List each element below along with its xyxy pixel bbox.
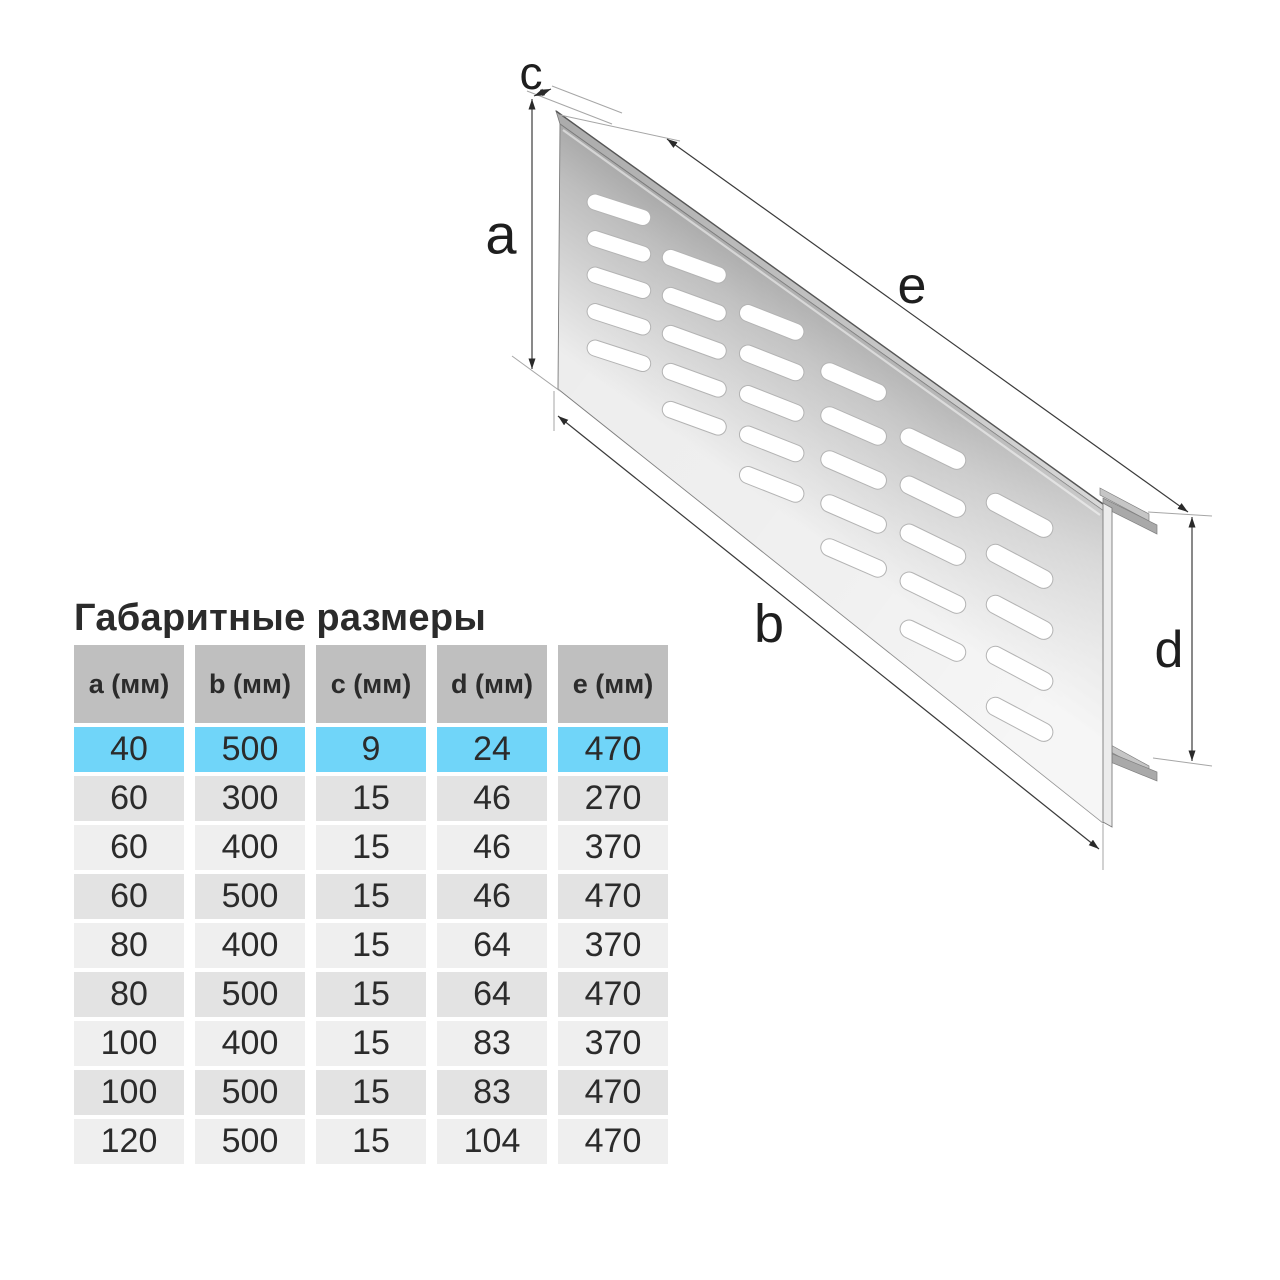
table-cell: 15	[316, 825, 426, 870]
header-cell: c (мм)	[316, 645, 426, 723]
dimensions-table	[74, 645, 668, 1164]
table-cell: 15	[316, 874, 426, 919]
dim-label-d: d	[1154, 621, 1184, 679]
table-cell: 64	[437, 923, 547, 968]
table-cell: 120	[74, 1119, 184, 1164]
table-cell: 15	[316, 1070, 426, 1115]
section-title: Габаритные размеры	[74, 597, 487, 640]
table-cell: 40	[74, 727, 184, 772]
table-cell: 270	[558, 776, 668, 821]
header-cell: e (мм)	[558, 645, 668, 723]
table-cell: 15	[316, 972, 426, 1017]
table-cell: 24	[437, 727, 547, 772]
table-cell: 370	[558, 825, 668, 870]
table-cell: 15	[316, 923, 426, 968]
table-cell: 104	[437, 1119, 547, 1164]
table-cell: 15	[316, 1021, 426, 1066]
table-cell: 400	[195, 923, 305, 968]
table-cell: 80	[74, 923, 184, 968]
table-cell: 15	[316, 1119, 426, 1164]
table-cell: 500	[195, 727, 305, 772]
table-cell: 60	[74, 874, 184, 919]
dim-label-b: b	[753, 594, 785, 654]
table-cell: 370	[558, 923, 668, 968]
dim-label-e: e	[897, 257, 927, 315]
header-cell: d (мм)	[437, 645, 547, 723]
dim-label-a: a	[485, 202, 517, 266]
table-cell: 470	[558, 972, 668, 1017]
table-cell: 64	[437, 972, 547, 1017]
table-cell: 9	[316, 727, 426, 772]
table-cell: 500	[195, 972, 305, 1017]
table-cell: 400	[195, 825, 305, 870]
header-cell: a (мм)	[74, 645, 184, 723]
table-cell: 370	[558, 1021, 668, 1066]
table-cell: 83	[437, 1021, 547, 1066]
table-cell: 500	[195, 1070, 305, 1115]
table-cell: 46	[437, 874, 547, 919]
grille-right-edge	[1103, 503, 1112, 827]
table-cell: 300	[195, 776, 305, 821]
table-cell: 46	[437, 776, 547, 821]
table-cell: 500	[195, 1119, 305, 1164]
table-cell: 470	[558, 727, 668, 772]
table-cell: 83	[437, 1070, 547, 1115]
header-cell: b (мм)	[195, 645, 305, 723]
table-cell: 80	[74, 972, 184, 1017]
dim-label-c: c	[519, 47, 543, 99]
table-cell: 60	[74, 825, 184, 870]
table-cell: 470	[558, 874, 668, 919]
table-cell: 46	[437, 825, 547, 870]
table-cell: 470	[558, 1119, 668, 1164]
table-cell: 15	[316, 776, 426, 821]
table-cell: 60	[74, 776, 184, 821]
table-cell: 100	[74, 1070, 184, 1115]
table-cell: 100	[74, 1021, 184, 1066]
table-cell: 400	[195, 1021, 305, 1066]
table-cell: 470	[558, 1070, 668, 1115]
table-cell: 500	[195, 874, 305, 919]
